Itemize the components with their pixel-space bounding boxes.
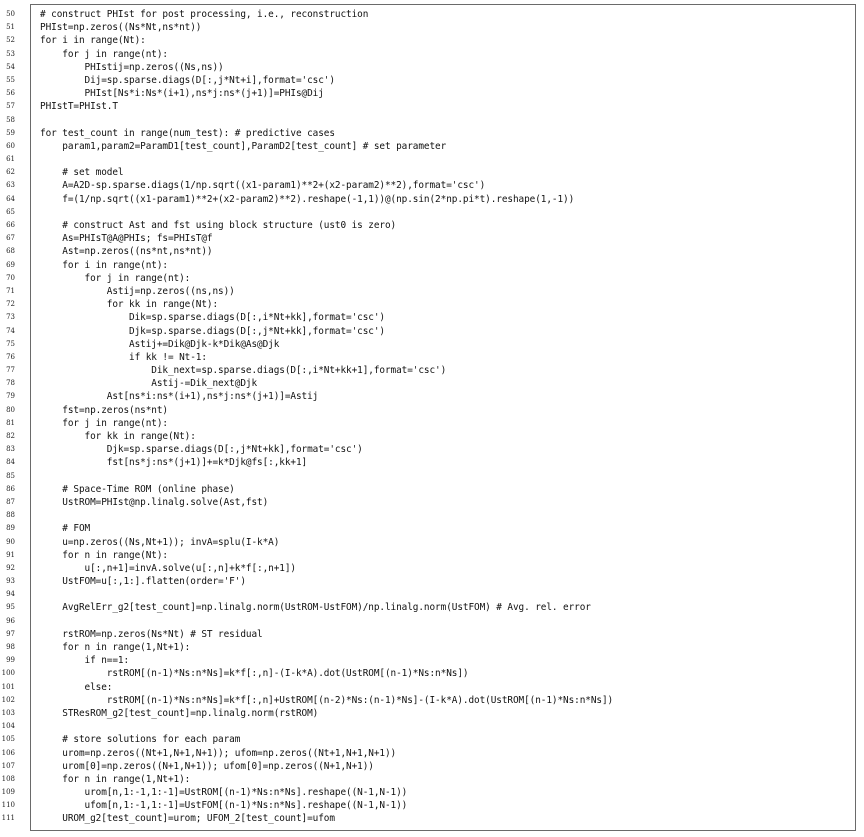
code-line	[0, 285, 864, 298]
line-number: 86	[6, 484, 15, 493]
code-text: for kk in range(Nt):	[40, 431, 196, 442]
line-number: 88	[6, 511, 15, 520]
code-text: Djk=sp.sparse.diags(D[:,j*Nt+kk],format='csc')	[40, 444, 363, 456]
code-line	[0, 298, 864, 311]
code-text: for i in range(nt):	[40, 259, 168, 271]
code-line	[0, 404, 864, 417]
code-line	[0, 720, 864, 733]
code-line	[0, 786, 864, 799]
code-line	[0, 219, 864, 232]
code-line	[0, 61, 864, 74]
code-line	[0, 417, 864, 430]
line-number: 84	[6, 458, 15, 467]
code-line	[0, 456, 864, 469]
line-number: 57	[6, 102, 15, 111]
code-line	[0, 628, 864, 641]
code-text: else:	[40, 681, 113, 693]
code-text: As=PHIsT@A@PHIs; fs=PHIsT@f	[40, 233, 213, 245]
code-listing	[0, 8, 864, 826]
code-text: for j in range(nt):	[40, 48, 168, 60]
code-line	[0, 549, 864, 562]
code-line	[0, 430, 864, 443]
code-line	[0, 364, 864, 377]
line-number: 71	[6, 286, 15, 295]
line-number: 58	[6, 115, 15, 124]
code-line	[0, 272, 864, 285]
line-number: 65	[6, 207, 15, 216]
code-line	[0, 615, 864, 628]
line-number: 94	[6, 590, 15, 599]
code-text: u[:,n+1]=invA.solve(u[:,n]+k*f[:,n+1])	[40, 562, 296, 574]
line-number: 70	[6, 273, 15, 282]
code-line	[0, 575, 864, 588]
code-text: Astij-=Dik_next@Djk	[40, 378, 258, 390]
code-text: for i in range(Nt):	[40, 35, 146, 47]
line-number: 85	[6, 471, 15, 480]
line-number: 97	[6, 629, 15, 638]
line-number: 87	[6, 497, 15, 506]
code-text: # FOM	[40, 523, 91, 535]
code-text: # construct PHIst for post processing, i.e., reconstruction	[40, 9, 369, 20]
code-line	[0, 325, 864, 338]
code-text: f=(1/np.sqrt((x1-param1)**2+(x2-param2)**2).reshape(-1,1))@(np.sin(2*np.pi*t).reshape(1,-1))	[40, 193, 575, 205]
code-text: for n in range(1,Nt+1):	[40, 773, 191, 785]
code-text: for j in range(nt):	[40, 417, 168, 429]
code-text: rstROM=np.zeros(Ns*Nt) # ST residual	[40, 628, 263, 640]
line-number: 83	[6, 445, 15, 454]
code-line	[0, 483, 864, 496]
code-text: ufom[n,1:-1,1:-1]=UstFOM[(n-1)*Ns:n*Ns].reshape((N-1,N-1))	[40, 800, 408, 812]
code-line	[0, 140, 864, 153]
code-text: Ast[ns*i:ns*(i+1),ns*j:ns*(j+1)]=Astij	[40, 391, 319, 403]
code-line	[0, 114, 864, 127]
code-text: fst=np.zeros(ns*nt)	[40, 404, 168, 416]
line-number: 103	[1, 708, 15, 717]
code-line	[0, 812, 864, 825]
code-text: Astij+=Dik@Djk-k*Dik@As@Djk	[40, 338, 280, 350]
line-number: 72	[6, 300, 15, 309]
code-line	[0, 377, 864, 390]
line-number: 75	[6, 339, 15, 348]
code-line	[0, 21, 864, 34]
line-number: 78	[6, 379, 15, 388]
code-text: Astij=np.zeros((ns,ns))	[40, 285, 235, 297]
code-line	[0, 733, 864, 746]
line-number: 50	[6, 10, 15, 18]
code-line	[0, 707, 864, 720]
line-number: 102	[1, 695, 15, 704]
code-line	[0, 588, 864, 601]
code-line	[0, 127, 864, 140]
code-text: for test_count in range(num_test): # predictive cases	[40, 127, 335, 139]
line-number: 93	[6, 577, 15, 586]
code-text: param1,param2=ParamD1[test_count],ParamD2[test_count] # set parameter	[40, 140, 447, 152]
line-number: 51	[6, 23, 15, 32]
code-line	[0, 351, 864, 364]
code-text: Dik=sp.sparse.diags(D[:,i*Nt+kk],format='csc')	[40, 312, 385, 324]
line-number: 89	[6, 524, 15, 533]
code-text: for kk in range(Nt):	[40, 299, 219, 311]
code-line	[0, 522, 864, 535]
code-line	[0, 799, 864, 812]
line-number: 79	[6, 392, 15, 401]
code-line	[0, 179, 864, 192]
code-line	[0, 259, 864, 272]
code-text: # set model	[40, 167, 124, 179]
code-line	[0, 681, 864, 694]
code-text: UROM_g2[test_count]=urom; UFOM_2[test_count]=ufom	[40, 813, 335, 825]
line-number: 66	[6, 221, 15, 229]
code-text: Dij=sp.sparse.diags(D[:,j*Nt+i],format='csc')	[40, 74, 335, 86]
line-number: 67	[6, 234, 15, 243]
line-number: 52	[6, 36, 15, 45]
line-number: 77	[6, 366, 15, 375]
line-number: 64	[6, 194, 15, 203]
line-number: 105	[1, 735, 15, 744]
line-number: 111	[1, 814, 15, 823]
line-number: 106	[1, 748, 15, 757]
code-line	[0, 390, 864, 403]
code-text: # store solutions for each param	[40, 734, 241, 746]
code-line	[0, 443, 864, 456]
line-number: 91	[6, 550, 15, 559]
line-number: 59	[6, 128, 15, 137]
line-number: 99	[6, 656, 15, 665]
code-line	[0, 34, 864, 47]
code-text: STResROM_g2[test_count]=np.linalg.norm(rstROM)	[40, 707, 319, 719]
line-number: 60	[6, 141, 15, 150]
code-line	[0, 166, 864, 179]
code-text: PHIst[Ns*i:Ns*(i+1),ns*j:ns*(j+1)]=PHIs@Dij	[40, 88, 324, 100]
line-number: 56	[6, 89, 15, 98]
code-line	[0, 601, 864, 614]
line-number: 62	[6, 168, 15, 177]
code-line	[0, 74, 864, 87]
code-text: AvgRelErr_g2[test_count]=np.linalg.norm(UstROM-UstFOM)/np.linalg.norm(UstFOM) # Avg. rel. error	[40, 602, 591, 614]
code-line	[0, 87, 864, 100]
line-number: 81	[6, 418, 15, 427]
code-text: for n in range(Nt):	[40, 549, 168, 561]
code-line	[0, 773, 864, 786]
line-number: 108	[1, 774, 15, 783]
code-text: # Space-Time ROM (online phase)	[40, 483, 235, 495]
code-line	[0, 509, 864, 522]
code-text: if n==1:	[40, 655, 130, 667]
line-number: 96	[6, 616, 15, 625]
code-line	[0, 641, 864, 654]
line-number: 76	[6, 352, 15, 361]
line-number: 55	[6, 75, 15, 84]
line-number: 61	[6, 155, 15, 164]
code-text: urom[n,1:-1,1:-1]=UstROM[(n-1)*Ns:n*Ns].reshape((N-1,N-1))	[40, 787, 408, 799]
line-number: 107	[1, 761, 15, 770]
code-text: for n in range(1,Nt+1):	[40, 642, 191, 653]
line-number: 74	[6, 326, 15, 335]
code-line	[0, 100, 864, 113]
line-number: 98	[6, 643, 15, 651]
line-number: 80	[6, 405, 15, 414]
code-line	[0, 747, 864, 760]
code-line	[0, 694, 864, 707]
code-text: Djk=sp.sparse.diags(D[:,j*Nt+kk],format='csc')	[40, 325, 385, 337]
code-line	[0, 562, 864, 575]
line-number: 92	[6, 563, 15, 572]
line-number: 110	[1, 801, 15, 810]
code-line	[0, 232, 864, 245]
code-text: rstROM[(n-1)*Ns:n*Ns]=k*f[:,n]-(I-k*A).dot(UstROM[(n-1)*Ns:n*Ns])	[40, 668, 469, 680]
code-line	[0, 667, 864, 680]
code-line	[0, 470, 864, 483]
code-line	[0, 48, 864, 61]
code-text: urom[0]=np.zeros((N+1,N+1)); ufom[0]=np.zeros((N+1,N+1))	[40, 760, 374, 772]
line-number: 54	[6, 62, 15, 71]
code-text: A=A2D-sp.sparse.diags(1/np.sqrt((x1-param1)**2+(x2-param2)**2),format='csc')	[40, 180, 486, 192]
line-number: 104	[1, 722, 15, 731]
code-line	[0, 496, 864, 509]
code-line	[0, 536, 864, 549]
code-text: Ast=np.zeros((ns*nt,ns*nt))	[40, 246, 213, 258]
code-text: UstFOM=u[:,1:].flatten(order='F')	[40, 576, 246, 588]
code-text: # construct Ast and fst using block structure (ust0 is zero)	[40, 220, 397, 231]
code-line	[0, 338, 864, 351]
line-number: 73	[6, 313, 15, 322]
code-line	[0, 206, 864, 219]
line-number: 101	[1, 682, 15, 691]
code-line	[0, 311, 864, 324]
code-text: rstROM[(n-1)*Ns:n*Ns]=k*f[:,n]+UstROM[(n-2)*Ns:(n-1)*Ns]-(I-k*A).dot(UstROM[(n-1)*Ns:n*Ns])	[40, 694, 614, 706]
line-number: 100	[1, 669, 15, 678]
code-line	[0, 245, 864, 258]
line-number: 90	[6, 537, 15, 546]
code-text: urom=np.zeros((Nt+1,N+1,N+1)); ufom=np.zeros((Nt+1,N+1,N+1))	[40, 747, 397, 759]
code-text: PHIst=np.zeros((Ns*Nt,ns*nt))	[40, 22, 202, 34]
line-number: 53	[6, 49, 15, 58]
code-text: fst[ns*j:ns*(j+1)]+=k*Djk@fs[:,kk+1]	[40, 457, 308, 469]
code-line	[0, 8, 864, 21]
code-line	[0, 654, 864, 667]
code-text: UstROM=PHIst@np.linalg.solve(Ast,fst)	[40, 496, 269, 508]
code-text: u=np.zeros((Ns,Nt+1)); invA=splu(I-k*A)	[40, 536, 280, 548]
line-number: 95	[6, 603, 15, 612]
code-text: PHIstT=PHIst.T	[40, 101, 118, 113]
code-text: if kk != Nt-1:	[40, 351, 207, 363]
line-number: 63	[6, 181, 15, 190]
line-number: 82	[6, 432, 15, 440]
code-line	[0, 760, 864, 773]
line-number: 69	[6, 260, 15, 269]
code-line	[0, 153, 864, 166]
line-number: 68	[6, 247, 15, 256]
code-line	[0, 193, 864, 206]
code-text: for j in range(nt):	[40, 272, 191, 284]
line-number: 109	[1, 788, 15, 797]
code-text: Dik_next=sp.sparse.diags(D[:,i*Nt+kk+1],format='csc')	[40, 365, 447, 377]
code-text: PHIstij=np.zeros((Ns,ns))	[40, 61, 224, 73]
